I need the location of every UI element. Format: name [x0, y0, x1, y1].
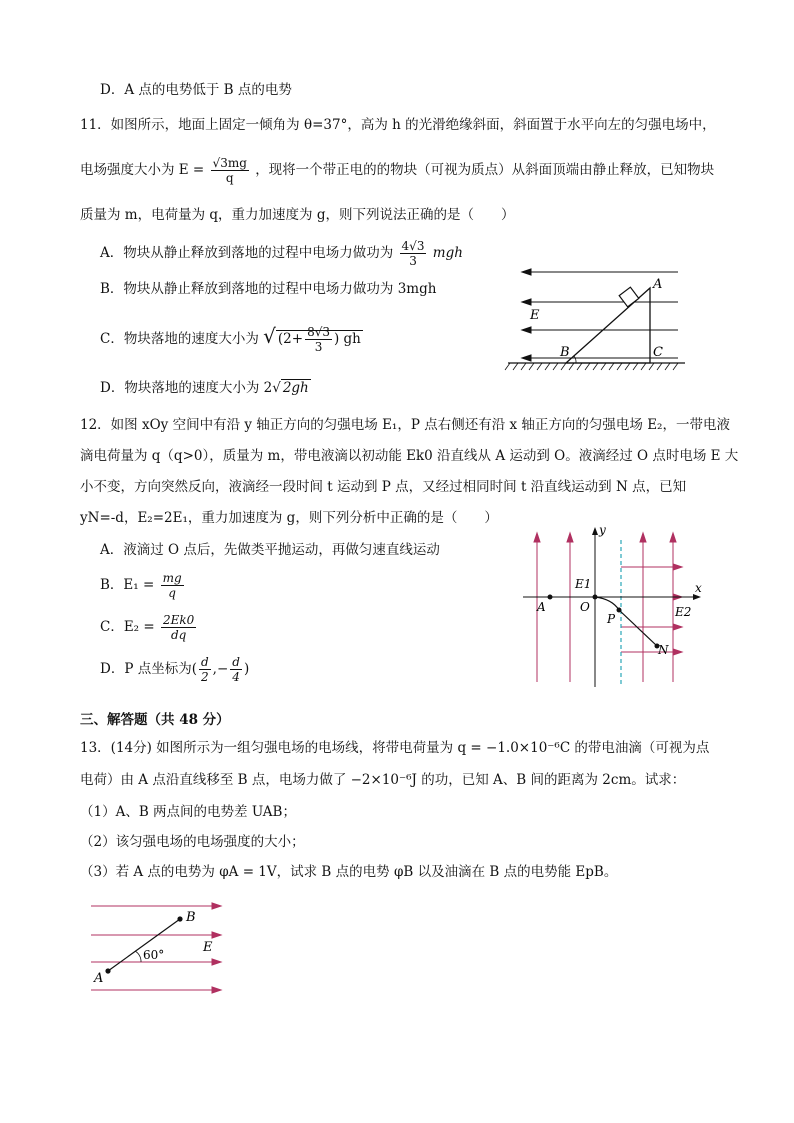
q11-e-den: q	[225, 171, 234, 185]
q11-option-c-num: 8√3	[307, 325, 330, 339]
q12-fig-label-x: x	[695, 581, 702, 595]
q12-option-c-text: C．E₂ =	[100, 619, 155, 635]
q13-sub-3: （3）若 A 点的电势为 φA = 1V，试求 B 点的电势 φB 以及油滴在 B 点的电势能 EpB。	[80, 864, 618, 880]
q13-fig-label-a: A	[94, 971, 104, 986]
point-a	[548, 595, 553, 600]
point-o	[593, 595, 598, 600]
q11-stem-line2-rest: ，现将一个带正电的的物块（可视为质点）从斜面顶端由静止释放，已知物块	[255, 162, 715, 178]
q12-stem-line4: yN=-d，E₂=2E₁，重力加速度为 g，则下列分析中正确的是（ ）	[80, 510, 498, 526]
q11-option-c-text: C．物块落地的速度大小为	[100, 331, 259, 347]
q12-fig-label-y: y	[599, 523, 606, 537]
q12-option-b	[100, 568, 186, 602]
q12-option-c-frac	[161, 613, 196, 642]
q12-stem-line3: 小不变，方向突然反向，液滴经一段时间 t 运动到 P 点，又经过相同时间 t 沿直线运动到 N 点，已知	[80, 479, 687, 495]
q12-option-d-frac1	[199, 655, 211, 684]
point-b	[177, 916, 182, 921]
q12-option-d-close: )	[243, 661, 250, 677]
q12-option-b-frac	[161, 571, 184, 600]
q11-option-c-frac	[305, 325, 332, 354]
q12-option-c-num: 2Ek0	[163, 613, 195, 627]
q12-field-figure	[515, 522, 710, 692]
q12-option-c-den: dq	[170, 628, 187, 642]
field-arrow-4	[522, 355, 531, 361]
trajectory-line	[619, 610, 657, 646]
ground-hatching	[505, 363, 678, 370]
q12-option-d-mid: ,−	[212, 661, 229, 677]
q11-fig-label-a: A	[653, 277, 663, 292]
sqrt-symbol-icon: √	[263, 324, 276, 348]
q13-stem-line1: 13．(14分) 如图所示为一组匀强电场的电场线，将带电荷量为 q = −1.0×10⁻⁶C 的带电油滴（可视为点	[80, 740, 710, 756]
q11-option-a-frac	[400, 239, 427, 268]
q11-option-d-radicand: 2gh	[282, 380, 309, 396]
q12-fig-label-a: A	[537, 600, 546, 614]
q12-fig-label-e2: E2	[675, 605, 692, 619]
q12-fig-label-o: O	[580, 600, 590, 614]
q11-stem-line2	[80, 155, 714, 185]
q12-option-a: A．液滴过 O 点后，先做类平抛运动，再做匀速直线运动	[100, 542, 440, 558]
q12-stem-line1: 12．如图 xOy 空间中有沿 y 轴正方向的匀强电场 E₁，P 点右侧还有沿 x 轴正方向的匀强电场 E₂，一带电液	[80, 417, 730, 433]
q12-option-d	[100, 652, 249, 686]
q12-option-d-num1: d	[200, 655, 209, 669]
trajectory-curve	[595, 597, 619, 610]
q13-fig-label-angle: 60°	[143, 948, 165, 962]
q12-option-d-frac2	[230, 655, 242, 684]
field-arrow-2	[522, 299, 531, 305]
e1-field-lines	[534, 533, 676, 682]
field-arrow-1	[522, 269, 531, 275]
q11-option-a-den: 3	[409, 254, 417, 268]
q11-option-b: B．物块从静止释放到落地的过程中电场力做功为 3mgh	[100, 281, 437, 297]
q11-fig-label-b: B	[560, 345, 570, 360]
q11-option-c-part2: ) gh	[333, 331, 361, 347]
q11-option-d-text: D．物块落地的速度大小为 2	[100, 380, 273, 396]
q11-option-c-part1: (2+	[277, 331, 304, 347]
q11-fig-label-c: C	[653, 345, 663, 360]
q11-option-a-text: A．物块从静止释放到落地的过程中电场力做功为	[100, 245, 394, 261]
q11-option-d	[100, 378, 311, 398]
q12-fig-label-p: P	[607, 612, 616, 626]
q11-option-c-den: 3	[314, 340, 323, 354]
q13-fig-label-e: E	[203, 940, 213, 955]
field-arrow-3	[522, 327, 531, 333]
y-axis-arrow-icon	[592, 527, 598, 535]
q12-option-b-num: mg	[162, 571, 182, 585]
sqrt-symbol-icon: √	[272, 380, 281, 396]
q12-option-d-num2: d	[232, 655, 240, 669]
q12-stem-line2: 滴电荷量为 q（q>0），质量为 m，带电液滴以初动能 Ek0 沿直线从 A 运动到 O。液滴经过 O 点时电场 E 大	[80, 448, 739, 464]
point-a	[105, 968, 110, 973]
q10-option-d: D．A 点的电势低于 B 点的电势	[100, 82, 292, 98]
section-3-title: 三、解答题（共 48 分）	[80, 712, 230, 728]
q13-sub-2: （2）该匀强电场的电场强度的大小；	[80, 834, 305, 850]
angle-arc	[135, 951, 141, 962]
q11-e-fraction	[211, 156, 249, 185]
q12-option-c	[100, 610, 198, 644]
q13-field-figure	[85, 898, 230, 1003]
q11-e-num: √3mg	[212, 156, 247, 170]
q11-option-a-unit: mgh	[432, 245, 463, 261]
q12-option-d-text: D．P 点坐标为(	[100, 661, 197, 677]
q11-stem-line1: 11．如图所示，地面上固定一倾角为 θ=37°，高为 h 的光滑绝缘斜面，斜面置于水平向左的匀强电场中，	[80, 117, 716, 133]
q12-option-d-den2: 4	[232, 670, 240, 684]
q13-fig-label-b: B	[186, 910, 196, 925]
q12-option-b-den: q	[168, 586, 176, 600]
point-p	[617, 608, 622, 613]
block	[619, 287, 639, 307]
q11-incline-figure	[500, 262, 700, 377]
q12-fig-label-e1: E1	[575, 577, 592, 591]
q13-sub-1: （1）A、B 两点间的电势差 UAB；	[80, 804, 296, 820]
angle-arc	[574, 356, 576, 363]
q11-e-label: 电场强度大小为 E =	[80, 162, 205, 178]
q11-option-c	[100, 318, 363, 357]
q12-option-d-den1: 2	[200, 670, 209, 684]
q12-option-b-text: B．E₁ =	[100, 577, 155, 593]
q11-option-c-radicand	[276, 325, 363, 354]
q11-stem-line3: 质量为 m，电荷量为 q，重力加速度为 g，则下列说法正确的是（ ）	[80, 207, 515, 223]
q11-option-a	[100, 238, 463, 268]
q12-fig-label-n: N	[658, 643, 669, 657]
segment-ab	[108, 919, 180, 971]
q11-option-a-num: 4√3	[401, 239, 425, 253]
q13-stem-line2: 电荷）由 A 点沿直线移至 B 点，电场力做了 −2×10⁻⁶J 的功，已知 A、B 间的距离为 2cm。试求：	[80, 772, 686, 788]
q11-fig-label-e: E	[530, 308, 540, 323]
